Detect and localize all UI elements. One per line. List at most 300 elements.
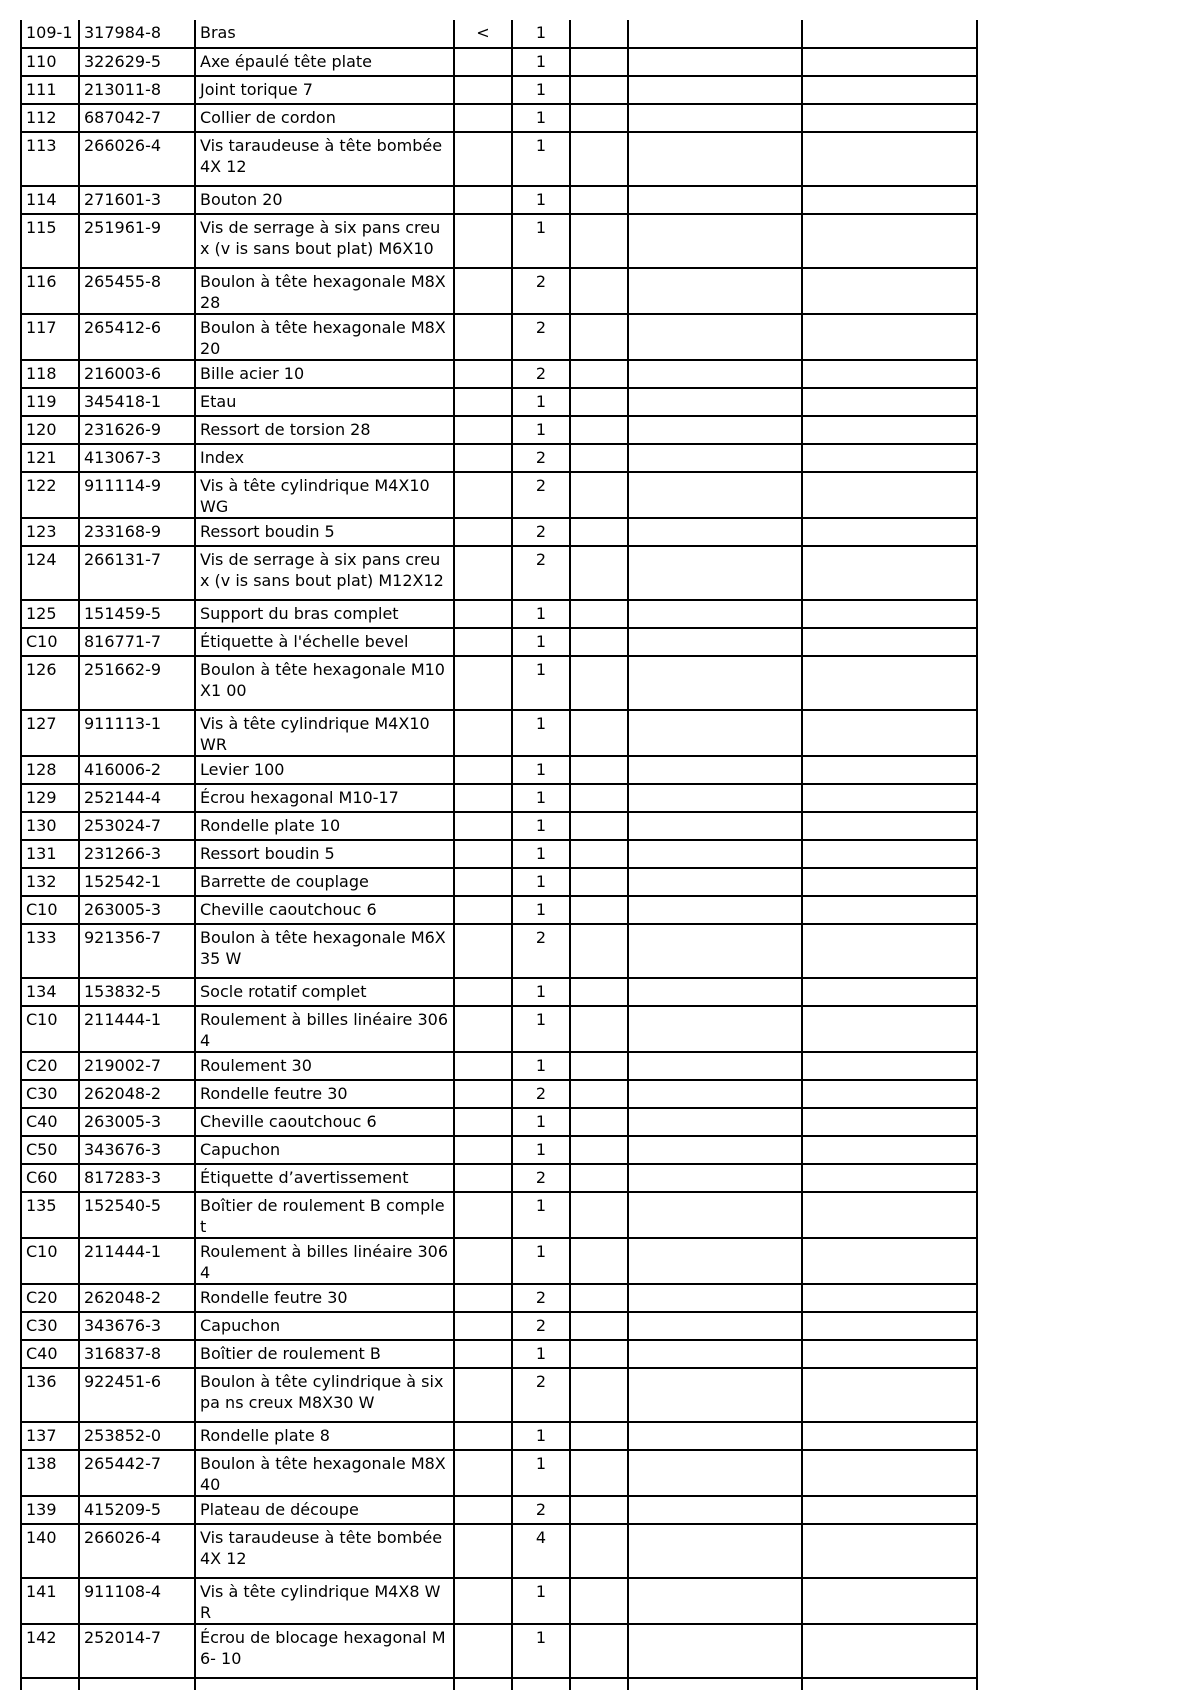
quantity-cell: 1 — [512, 214, 570, 268]
mark-cell — [454, 48, 512, 76]
empty-cell — [628, 896, 802, 924]
empty-cell — [802, 868, 977, 896]
description-cell: Boulon à tête hexagonale M8X40 — [195, 1450, 454, 1496]
empty-cell — [628, 1136, 802, 1164]
table-row-continuation — [21, 1678, 977, 1690]
empty-cell — [802, 472, 977, 518]
mark-cell — [454, 132, 512, 186]
parts-list-body — [21, 20, 977, 1690]
part-number-cell: 911114-9 — [79, 472, 195, 518]
mark-cell — [454, 756, 512, 784]
quantity-cell: 1 — [512, 868, 570, 896]
mark-cell — [454, 784, 512, 812]
part-number-cell: 911108-4 — [79, 1578, 195, 1624]
empty-cell — [802, 1578, 977, 1624]
mark-cell — [454, 314, 512, 360]
empty-cell — [570, 756, 628, 784]
quantity-cell: 1 — [512, 416, 570, 444]
empty-cell — [570, 1578, 628, 1624]
description-cell: Boîtier de roulement B — [195, 1340, 454, 1368]
description-cell: Collier de cordon — [195, 104, 454, 132]
empty-cell — [628, 978, 802, 1006]
table-row — [21, 756, 977, 784]
empty-cell — [570, 214, 628, 268]
table-row — [21, 132, 977, 186]
description-cell: Boulon à tête hexagonale M8X20 — [195, 314, 454, 360]
description-cell: Joint torique 7 — [195, 76, 454, 104]
empty-cell — [802, 1080, 977, 1108]
empty-cell — [570, 1238, 628, 1284]
empty-cell — [628, 710, 802, 756]
part-number-cell: 231266-3 — [79, 840, 195, 868]
item-number-cell: 125 — [21, 600, 79, 628]
quantity-cell: 1 — [512, 840, 570, 868]
description-cell: Ressort boudin 5 — [195, 840, 454, 868]
item-number-cell: 132 — [21, 868, 79, 896]
empty-cell — [570, 1496, 628, 1524]
empty-cell — [570, 132, 628, 186]
part-number-cell: 216003-6 — [79, 360, 195, 388]
empty-cell — [802, 1368, 977, 1422]
empty-cell — [570, 1312, 628, 1340]
part-number-cell: 211444-1 — [79, 1238, 195, 1284]
item-number-cell: C30 — [21, 1080, 79, 1108]
empty-cell — [802, 978, 977, 1006]
empty-cell — [628, 388, 802, 416]
quantity-cell: 2 — [512, 1312, 570, 1340]
empty-cell — [570, 20, 628, 48]
item-number-cell: 123 — [21, 518, 79, 546]
empty-cell — [802, 214, 977, 268]
quantity-cell: 2 — [512, 1368, 570, 1422]
item-number-cell: 134 — [21, 978, 79, 1006]
description-cell: Boulon à tête hexagonale M6X35 W — [195, 924, 454, 978]
table-row — [21, 924, 977, 978]
parts-list-table — [20, 20, 978, 1690]
item-number-cell: 133 — [21, 924, 79, 978]
table-row — [21, 868, 977, 896]
empty-cell — [628, 416, 802, 444]
empty-cell — [454, 1678, 512, 1690]
empty-cell — [628, 48, 802, 76]
description-cell: Vis de serrage à six pans creux (v is sans bout plat) M6X10 — [195, 214, 454, 268]
mark-cell — [454, 1192, 512, 1238]
description-cell: Index — [195, 444, 454, 472]
part-number-cell: 252014-7 — [79, 1624, 195, 1678]
empty-cell — [628, 186, 802, 214]
empty-cell — [570, 314, 628, 360]
empty-cell — [628, 1006, 802, 1052]
empty-cell — [802, 1624, 977, 1678]
description-cell: Boulon à tête hexagonale M8X28 — [195, 268, 454, 314]
description-cell: Écrou hexagonal M10-17 — [195, 784, 454, 812]
description-cell: Vis à tête cylindrique M4X10 WG — [195, 472, 454, 518]
mark-cell — [454, 1080, 512, 1108]
empty-cell — [570, 710, 628, 756]
table-row — [21, 360, 977, 388]
empty-cell — [802, 416, 977, 444]
empty-cell — [802, 1524, 977, 1578]
empty-cell — [802, 600, 977, 628]
empty-cell — [802, 656, 977, 710]
part-number-cell: 415209-5 — [79, 1496, 195, 1524]
part-number-cell: 911113-1 — [79, 710, 195, 756]
description-cell: Bras — [195, 20, 454, 48]
item-number-cell: 141 — [21, 1578, 79, 1624]
description-cell: Rondelle plate 10 — [195, 812, 454, 840]
description-cell: Levier 100 — [195, 756, 454, 784]
empty-cell — [570, 1284, 628, 1312]
empty-cell — [570, 1108, 628, 1136]
description-cell: Cheville caoutchouc 6 — [195, 896, 454, 924]
empty-cell — [802, 186, 977, 214]
part-number-cell: 922451-6 — [79, 1368, 195, 1422]
item-number-cell: 135 — [21, 1192, 79, 1238]
table-row — [21, 1052, 977, 1080]
empty-cell — [628, 812, 802, 840]
part-number-cell: 263005-3 — [79, 896, 195, 924]
mark-cell — [454, 518, 512, 546]
mark-cell — [454, 1450, 512, 1496]
item-number-cell: 113 — [21, 132, 79, 186]
quantity-cell: 2 — [512, 360, 570, 388]
empty-cell — [628, 214, 802, 268]
empty-cell — [628, 600, 802, 628]
description-cell: Bouton 20 — [195, 186, 454, 214]
empty-cell — [570, 1624, 628, 1678]
item-number-cell: C60 — [21, 1164, 79, 1192]
table-row — [21, 1080, 977, 1108]
mark-cell — [454, 600, 512, 628]
empty-cell — [802, 840, 977, 868]
part-number-cell: 262048-2 — [79, 1080, 195, 1108]
empty-cell — [570, 812, 628, 840]
table-row — [21, 896, 977, 924]
empty-cell — [628, 1312, 802, 1340]
empty-cell — [570, 600, 628, 628]
empty-cell — [628, 76, 802, 104]
table-row — [21, 104, 977, 132]
quantity-cell: 2 — [512, 1496, 570, 1524]
empty-cell — [570, 48, 628, 76]
empty-cell — [802, 388, 977, 416]
empty-cell — [802, 784, 977, 812]
item-number-cell: 126 — [21, 656, 79, 710]
item-number-cell: C20 — [21, 1052, 79, 1080]
mark-cell — [454, 360, 512, 388]
empty-cell — [802, 20, 977, 48]
mark-cell — [454, 1496, 512, 1524]
part-number-cell: 213011-8 — [79, 76, 195, 104]
part-number-cell: 153832-5 — [79, 978, 195, 1006]
description-cell: Roulement à billes linéaire 3064 — [195, 1238, 454, 1284]
empty-cell — [802, 1678, 977, 1690]
item-number-cell: 140 — [21, 1524, 79, 1578]
empty-cell — [628, 104, 802, 132]
description-cell: Bille acier 10 — [195, 360, 454, 388]
mark-cell — [454, 388, 512, 416]
empty-cell — [628, 314, 802, 360]
mark-cell — [454, 656, 512, 710]
empty-cell — [628, 840, 802, 868]
table-row — [21, 314, 977, 360]
part-number-cell: 413067-3 — [79, 444, 195, 472]
part-number-cell: 266131-7 — [79, 546, 195, 600]
empty-cell — [570, 1368, 628, 1422]
empty-cell — [628, 628, 802, 656]
quantity-cell: 1 — [512, 104, 570, 132]
table-row — [21, 1312, 977, 1340]
empty-cell — [570, 104, 628, 132]
empty-cell — [570, 978, 628, 1006]
mark-cell — [454, 1312, 512, 1340]
table-row — [21, 20, 977, 48]
part-number-cell: 152540-5 — [79, 1192, 195, 1238]
mark-cell — [454, 924, 512, 978]
description-cell: Ressort de torsion 28 — [195, 416, 454, 444]
empty-cell — [628, 656, 802, 710]
part-number-cell: 253852-0 — [79, 1422, 195, 1450]
item-number-cell: 131 — [21, 840, 79, 868]
quantity-cell: 1 — [512, 1136, 570, 1164]
item-number-cell: 142 — [21, 1624, 79, 1678]
part-number-cell: 322629-5 — [79, 48, 195, 76]
empty-cell — [802, 1108, 977, 1136]
empty-cell — [628, 1678, 802, 1690]
item-number-cell: 139 — [21, 1496, 79, 1524]
description-cell: Plateau de découpe — [195, 1496, 454, 1524]
empty-cell — [628, 1368, 802, 1422]
empty-cell — [570, 268, 628, 314]
item-number-cell: 117 — [21, 314, 79, 360]
empty-cell — [570, 76, 628, 104]
mark-cell — [454, 444, 512, 472]
part-number-cell: 921356-7 — [79, 924, 195, 978]
empty-cell — [570, 518, 628, 546]
mark-cell — [454, 710, 512, 756]
quantity-cell: 1 — [512, 1450, 570, 1496]
mark-cell — [454, 472, 512, 518]
mark-cell — [454, 1524, 512, 1578]
quantity-cell: 1 — [512, 1238, 570, 1284]
part-number-cell: 262048-2 — [79, 1284, 195, 1312]
part-number-cell: 416006-2 — [79, 756, 195, 784]
part-number-cell: 817283-3 — [79, 1164, 195, 1192]
empty-cell — [802, 1496, 977, 1524]
empty-cell — [628, 1164, 802, 1192]
empty-cell — [802, 812, 977, 840]
quantity-cell: 2 — [512, 314, 570, 360]
table-row — [21, 472, 977, 518]
mark-cell — [454, 546, 512, 600]
table-row — [21, 656, 977, 710]
empty-cell — [79, 1678, 195, 1690]
empty-cell — [802, 1192, 977, 1238]
table-row — [21, 1284, 977, 1312]
item-number-cell: C20 — [21, 1284, 79, 1312]
part-number-cell: 151459-5 — [79, 600, 195, 628]
description-cell: Socle rotatif complet — [195, 978, 454, 1006]
mark-cell — [454, 1578, 512, 1624]
table-row — [21, 812, 977, 840]
quantity-cell: 1 — [512, 1578, 570, 1624]
quantity-cell: 1 — [512, 978, 570, 1006]
quantity-cell: 1 — [512, 600, 570, 628]
empty-cell — [570, 840, 628, 868]
empty-cell — [21, 1678, 79, 1690]
description-cell: Étiquette d’avertissement — [195, 1164, 454, 1192]
quantity-cell: 2 — [512, 268, 570, 314]
part-number-cell: 316837-8 — [79, 1340, 195, 1368]
table-row — [21, 268, 977, 314]
quantity-cell: 2 — [512, 924, 570, 978]
table-row — [21, 1340, 977, 1368]
empty-cell — [570, 416, 628, 444]
description-cell: Vis de serrage à six pans creux (v is sans bout plat) M12X12 — [195, 546, 454, 600]
description-cell: Etau — [195, 388, 454, 416]
empty-cell — [570, 1450, 628, 1496]
table-row — [21, 214, 977, 268]
description-cell: Rondelle feutre 30 — [195, 1080, 454, 1108]
empty-cell — [570, 656, 628, 710]
table-row — [21, 784, 977, 812]
description-cell: Rondelle feutre 30 — [195, 1284, 454, 1312]
mark-cell — [454, 1368, 512, 1422]
mark-cell — [454, 896, 512, 924]
empty-cell — [570, 1340, 628, 1368]
item-number-cell: 118 — [21, 360, 79, 388]
empty-cell — [628, 268, 802, 314]
empty-cell — [802, 628, 977, 656]
empty-cell — [570, 1422, 628, 1450]
empty-cell — [570, 1524, 628, 1578]
table-row — [21, 600, 977, 628]
quantity-cell: 1 — [512, 388, 570, 416]
table-row — [21, 840, 977, 868]
empty-cell — [802, 710, 977, 756]
empty-cell — [802, 756, 977, 784]
table-row — [21, 546, 977, 600]
empty-cell — [628, 1052, 802, 1080]
item-number-cell: 121 — [21, 444, 79, 472]
table-row — [21, 186, 977, 214]
mark-cell — [454, 1006, 512, 1052]
table-row — [21, 388, 977, 416]
empty-cell — [570, 1192, 628, 1238]
table-row — [21, 1108, 977, 1136]
description-cell: Boulon à tête hexagonale M10X1 00 — [195, 656, 454, 710]
empty-cell — [802, 104, 977, 132]
table-row — [21, 978, 977, 1006]
description-cell: Rondelle plate 8 — [195, 1422, 454, 1450]
description-cell: Vis taraudeuse à tête bombée 4X 12 — [195, 1524, 454, 1578]
empty-cell — [628, 784, 802, 812]
description-cell: Boîtier de roulement B complet — [195, 1192, 454, 1238]
table-row — [21, 444, 977, 472]
empty-cell — [570, 1080, 628, 1108]
part-number-cell: 263005-3 — [79, 1108, 195, 1136]
item-number-cell: C10 — [21, 1238, 79, 1284]
item-number-cell: 115 — [21, 214, 79, 268]
mark-cell — [454, 812, 512, 840]
quantity-cell: 1 — [512, 812, 570, 840]
item-number-cell: 114 — [21, 186, 79, 214]
empty-cell — [628, 518, 802, 546]
item-number-cell: 116 — [21, 268, 79, 314]
empty-cell — [802, 1450, 977, 1496]
table-row — [21, 1136, 977, 1164]
empty-cell — [628, 1422, 802, 1450]
item-number-cell: C10 — [21, 896, 79, 924]
empty-cell — [628, 472, 802, 518]
empty-cell — [802, 518, 977, 546]
part-number-cell: 211444-1 — [79, 1006, 195, 1052]
quantity-cell: 1 — [512, 784, 570, 812]
empty-cell — [802, 1006, 977, 1052]
item-number-cell: C30 — [21, 1312, 79, 1340]
mark-cell — [454, 186, 512, 214]
empty-cell — [570, 472, 628, 518]
empty-cell — [570, 360, 628, 388]
empty-cell — [570, 444, 628, 472]
description-cell: Cheville caoutchouc 6 — [195, 1108, 454, 1136]
table-row — [21, 1524, 977, 1578]
quantity-cell: 1 — [512, 1192, 570, 1238]
empty-cell — [628, 1450, 802, 1496]
item-number-cell: 111 — [21, 76, 79, 104]
description-cell: Capuchon — [195, 1136, 454, 1164]
empty-cell — [570, 924, 628, 978]
empty-cell — [570, 1678, 628, 1690]
empty-cell — [570, 186, 628, 214]
empty-cell — [802, 1340, 977, 1368]
quantity-cell: 1 — [512, 186, 570, 214]
item-number-cell: 130 — [21, 812, 79, 840]
quantity-cell: 2 — [512, 444, 570, 472]
quantity-cell: 2 — [512, 546, 570, 600]
item-number-cell: C10 — [21, 628, 79, 656]
part-number-cell: 265455-8 — [79, 268, 195, 314]
mark-cell — [454, 868, 512, 896]
quantity-cell: 1 — [512, 1006, 570, 1052]
empty-cell — [802, 546, 977, 600]
mark-cell — [454, 76, 512, 104]
part-number-cell: 253024-7 — [79, 812, 195, 840]
empty-cell — [570, 784, 628, 812]
item-number-cell: 120 — [21, 416, 79, 444]
part-number-cell: 317984-8 — [79, 20, 195, 48]
empty-cell — [802, 48, 977, 76]
empty-cell — [512, 1678, 570, 1690]
item-number-cell: 127 — [21, 710, 79, 756]
mark-cell — [454, 1340, 512, 1368]
empty-cell — [570, 388, 628, 416]
empty-cell — [802, 132, 977, 186]
item-number-cell: 128 — [21, 756, 79, 784]
description-cell: Vis à tête cylindrique M4X8 WR — [195, 1578, 454, 1624]
description-cell: Étiquette à l'échelle bevel — [195, 628, 454, 656]
mark-cell — [454, 1284, 512, 1312]
table-row — [21, 1422, 977, 1450]
empty-cell — [628, 360, 802, 388]
mark-cell — [454, 268, 512, 314]
quantity-cell: 2 — [512, 1164, 570, 1192]
empty-cell — [628, 1108, 802, 1136]
empty-cell — [570, 546, 628, 600]
quantity-cell: 1 — [512, 1422, 570, 1450]
item-number-cell: 129 — [21, 784, 79, 812]
part-number-cell: 266026-4 — [79, 132, 195, 186]
